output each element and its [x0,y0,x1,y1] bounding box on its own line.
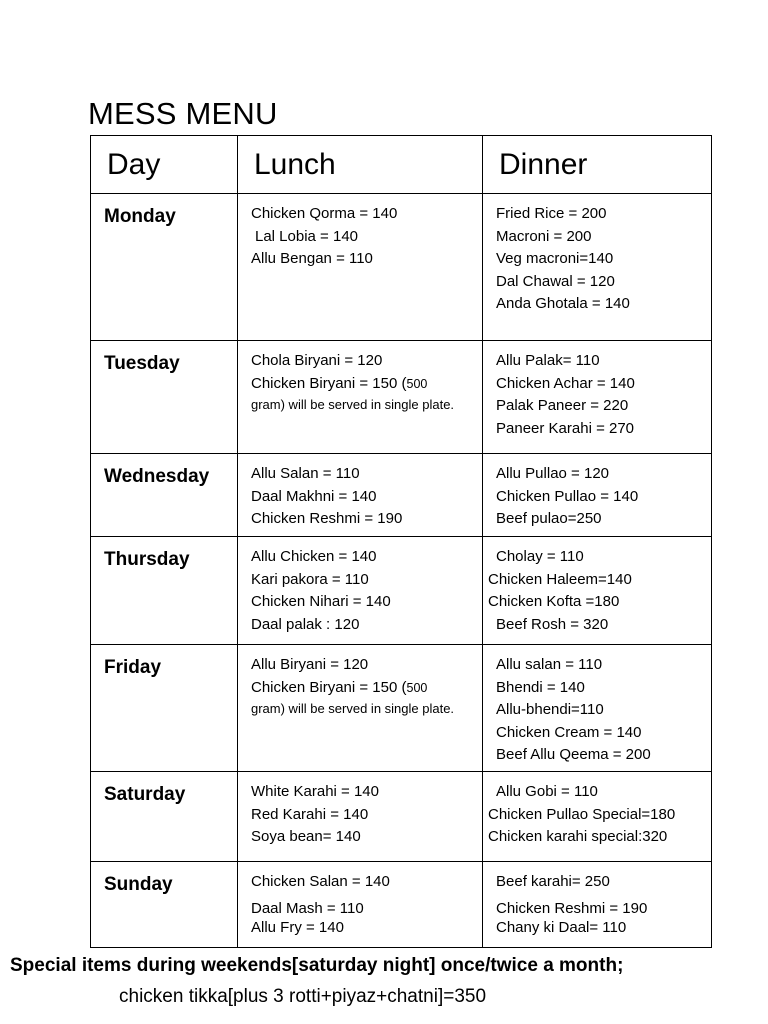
menu-item: Chicken Qorma = 140 [251,205,398,222]
menu-item: Daal Makhni = 140 [251,487,377,505]
menu-item: Beef karahi= 250 [496,873,610,890]
day-label: Tuesday [91,341,238,454]
table-row-sunday [91,862,712,948]
dinner-cell [483,645,712,772]
lunch-cell [238,454,483,537]
dinner-cell [483,862,712,948]
lunch-cell [238,537,483,645]
menu-item: Soya bean= 140 [251,828,361,845]
menu-item: Fried Rice = 200 [496,205,607,222]
table-row-monday [91,194,712,341]
menu-item: Daal palak : 120 [251,615,360,633]
menu-item: Dal Chawal = 120 [496,272,615,290]
lunch-cell [238,341,483,454]
menu-item: Kari pakora = 110 [251,570,369,588]
menu-item: Chicken Salan = 140 [251,873,390,890]
dinner-cell [483,341,712,454]
special-item-detail: chicken tikka[plus 3 rotti+piyaz+chatni]=350 [119,986,487,1007]
dinner-cell [483,194,712,341]
day-label: Sunday [91,862,238,948]
menu-item: White Karahi = 140 [251,783,379,800]
menu-item: Red Karahi = 140 [251,805,369,823]
menu-item: Beef Rosh = 320 [496,615,609,633]
menu-item: Anda Ghotala = 140 [496,295,630,312]
menu-item: Chany ki Daal= 110 [496,919,627,936]
header-day: Day [91,136,238,194]
menu-item: Beef Allu Qeema = 200 [496,746,651,763]
menu-item: Macroni = 200 [496,227,592,245]
table-row-wednesday [91,454,712,537]
table-row-thursday [91,537,712,645]
day-label: Friday [91,645,238,772]
day-label: Monday [91,194,238,341]
menu-note: gram) will be served in single plate. [251,701,455,716]
day-label: Thursday [91,537,238,645]
menu-item: Allu Chicken = 140 [251,548,377,565]
lunch-cell [238,645,483,772]
table-row-tuesday [91,341,712,454]
menu-item: Paneer Karahi = 270 [496,419,635,437]
menu-item: Chicken Achar = 140 [496,374,635,392]
menu-item: Veg macroni=140 [496,250,614,267]
menu-item: Beef pulao=250 [496,510,602,527]
menu-item: Allu-bhendi=110 [496,701,604,718]
lunch-cell [238,772,483,862]
menu-item: Chicken Reshmi = 190 [496,899,648,917]
menu-item: Daal Mash = 110 [251,899,364,917]
menu-item: Allu Biryani = 120 [251,656,369,673]
menu-item: Chicken Reshmi = 190 [251,510,403,527]
menu-item: Bhendi = 140 [496,678,585,696]
lunch-cell [238,862,483,948]
menu-item: Chicken karahi special:320 [488,828,668,845]
page-title: MESS MENU [88,96,278,131]
menu-item: Allu salan = 110 [496,656,603,673]
table-row-friday [91,645,712,772]
menu-item: Allu Bengan = 110 [251,250,373,267]
day-label: Saturday [91,772,238,862]
header-dinner: Dinner [483,136,712,194]
menu-item: Allu Palak= 110 [496,352,600,369]
menu-item: Lal Lobia = 140 [255,227,359,245]
table-row-saturday [91,772,712,862]
menu-item: Chicken Kofta =180 [488,593,620,610]
lunch-cell [238,194,483,341]
header-lunch: Lunch [238,136,483,194]
menu-item: Chicken Pullao = 140 [496,487,639,505]
menu-item: Allu Salan = 110 [251,465,360,482]
menu-item: Cholay = 110 [496,548,584,565]
dinner-cell [483,772,712,862]
table-header-row [91,136,712,194]
mess-menu-table [90,135,712,948]
menu-item: Chicken Biryani = 150 (500 [251,374,428,392]
menu-item: Allu Fry = 140 [251,919,344,936]
menu-item: Palak Paneer = 220 [496,397,629,414]
menu-item: Allu Gobi = 110 [496,783,598,800]
dinner-cell [483,537,712,645]
menu-item: Chicken Biryani = 150 (500 [251,678,428,696]
menu-item: Chicken Cream = 140 [496,723,642,741]
menu-item: Chicken Pullao Special=180 [488,805,676,823]
menu-note: gram) will be served in single plate. [251,397,455,412]
menu-item: Allu Pullao = 120 [496,465,609,482]
dinner-cell [483,454,712,537]
menu-item: Chicken Nihari = 140 [251,593,391,610]
menu-item: Chicken Haleem=140 [488,570,632,588]
menu-item: Chola Biryani = 120 [251,352,383,369]
day-label: Wednesday [91,454,238,537]
special-items-note: Special items during weekends[saturday night] once/twice a month; [10,955,624,976]
